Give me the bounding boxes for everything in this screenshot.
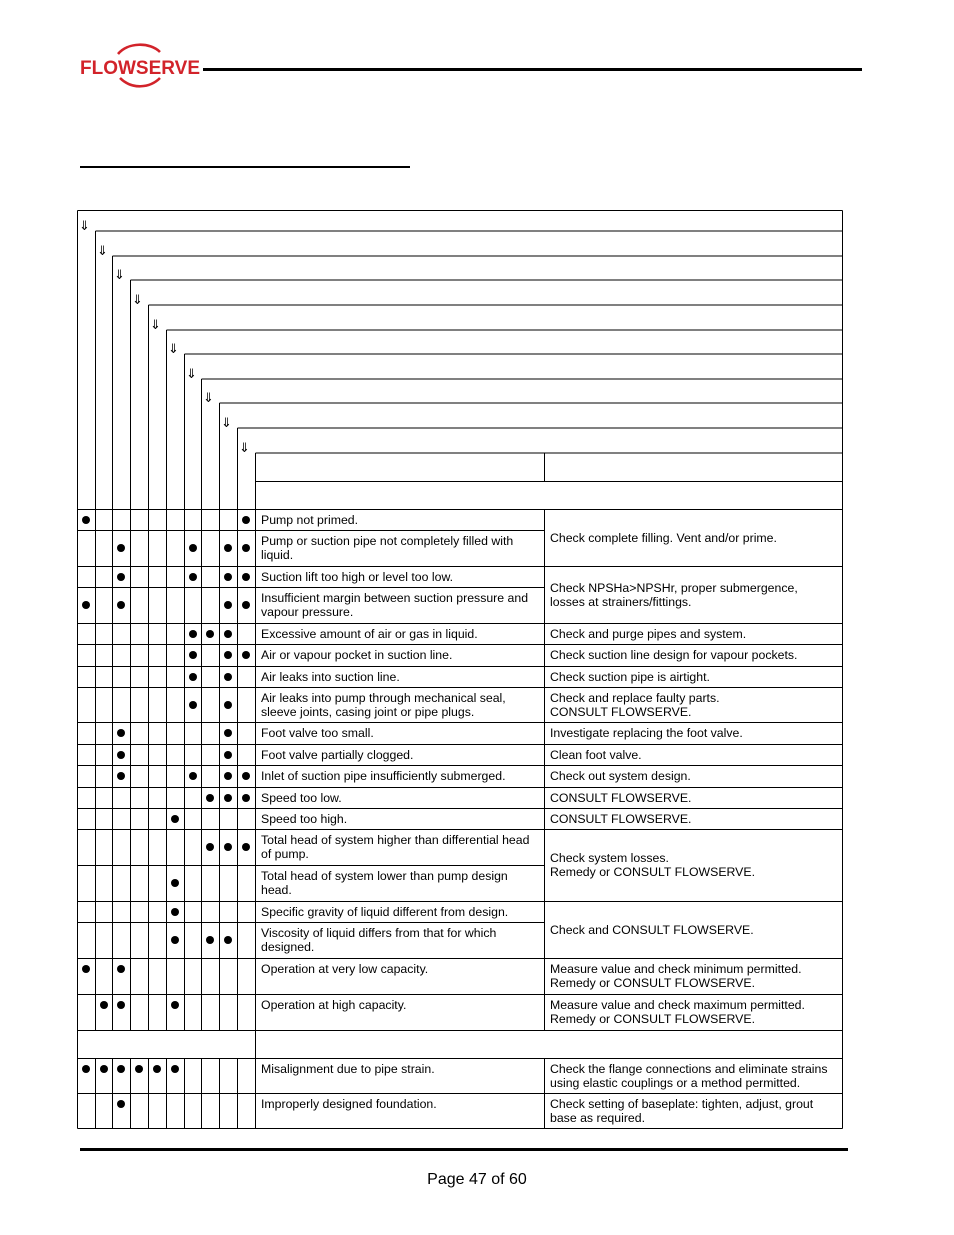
symptom-marker-dot bbox=[224, 701, 232, 709]
remedy-text: Check the flange connections and eliminate strains bbox=[550, 1062, 828, 1076]
problem-text: designed. bbox=[261, 940, 315, 954]
symptom-marker-dot bbox=[242, 601, 250, 609]
symptom-marker-dot bbox=[224, 573, 232, 581]
symptom-marker-dot bbox=[117, 1065, 125, 1073]
symptom-marker-dot bbox=[189, 573, 197, 581]
problem-text: Air leaks into pump through mechanical seal, bbox=[261, 690, 506, 705]
problem-text: Foot valve too small. bbox=[261, 726, 374, 740]
remedy-text: using elastic couplings or a method permitted. bbox=[550, 1076, 801, 1090]
remedy-text: Check complete filling. Vent and/or prime. bbox=[550, 530, 777, 545]
symptom-marker-dot bbox=[117, 1001, 125, 1009]
symptom-marker-dot bbox=[82, 965, 90, 973]
problem-text: head. bbox=[261, 883, 292, 897]
symptom-marker-dot bbox=[171, 908, 179, 916]
symptom-down-arrow-icon: ⇓ bbox=[221, 416, 232, 431]
symptom-marker-dot bbox=[117, 729, 125, 737]
problem-text: Speed too low. bbox=[261, 790, 342, 805]
symptom-down-arrow-icon: ⇓ bbox=[114, 268, 125, 283]
remedy-text: Check setting of baseplate: tighten, adjust, grout bbox=[550, 1097, 814, 1111]
table-grid-lines bbox=[77, 210, 843, 1130]
symptom-marker-dot bbox=[100, 1001, 108, 1009]
problem-text: Excessive amount of air or gas in liquid. bbox=[261, 626, 478, 641]
symptom-marker-dot bbox=[224, 751, 232, 759]
symptom-marker-dot bbox=[224, 651, 232, 659]
symptom-marker-dot bbox=[117, 601, 125, 609]
symptom-marker-dot bbox=[189, 630, 197, 638]
header-rule bbox=[203, 68, 862, 71]
problem-text: Misalignment due to pipe strain. bbox=[261, 1062, 435, 1076]
symptom-marker-dot bbox=[171, 815, 179, 823]
symptom-marker-dot bbox=[135, 1065, 143, 1073]
symptom-down-arrow-icon: ⇓ bbox=[150, 318, 161, 333]
page-number: Page 47 of 60 bbox=[427, 1171, 527, 1188]
symptom-marker-dot bbox=[117, 544, 125, 552]
symptom-marker-dot bbox=[224, 772, 232, 780]
problem-text: Viscosity of liquid differs from that for which bbox=[261, 926, 497, 940]
symptom-down-arrow-icon: ⇓ bbox=[203, 391, 214, 406]
symptom-marker-dot bbox=[82, 601, 90, 609]
remedy-text: CONSULT FLOWSERVE. bbox=[550, 811, 692, 826]
remedy-text: Check out system design. bbox=[550, 769, 691, 783]
symptom-marker-dot bbox=[189, 701, 197, 709]
symptom-marker-dot bbox=[189, 772, 197, 780]
remedy-text: Check NPSHa>NPSHr, proper submergence, bbox=[550, 580, 798, 595]
remedy-text: Check and replace faulty parts. bbox=[550, 690, 720, 705]
remedy-text: Check and purge pipes and system. bbox=[550, 626, 747, 641]
problem-text: Pump not primed. bbox=[261, 512, 359, 527]
symptom-down-arrow-icon: ⇓ bbox=[186, 367, 197, 382]
remedy-text: Measure value and check minimum permitted. bbox=[550, 962, 802, 976]
problem-text: Foot valve partially clogged. bbox=[261, 747, 414, 762]
remedy-text: Remedy or CONSULT FLOWSERVE. bbox=[550, 976, 755, 990]
section-divider-gap bbox=[543, 1031, 546, 1058]
section-divider-row bbox=[78, 1031, 255, 1058]
logo-wordmark: FLOWSERVE bbox=[80, 58, 200, 79]
remedy-text: Remedy or CONSULT FLOWSERVE. bbox=[550, 1012, 755, 1026]
symptom-marker-dot bbox=[117, 772, 125, 780]
problem-text: Operation at very low capacity. bbox=[261, 962, 429, 976]
remedy-text: CONSULT FLOWSERVE. bbox=[550, 704, 692, 719]
symptom-marker-dot bbox=[242, 843, 250, 851]
symptom-marker-dot bbox=[224, 601, 232, 609]
symptom-marker-dot bbox=[117, 751, 125, 759]
symptom-marker-dot bbox=[242, 573, 250, 581]
problem-text: liquid. bbox=[261, 548, 294, 562]
remedy-text: Check suction line design for vapour pockets. bbox=[550, 648, 798, 662]
remedy-text: Check system losses. bbox=[550, 851, 669, 865]
remedy-text: Remedy or CONSULT FLOWSERVE. bbox=[550, 865, 755, 879]
remedy-text: base as required. bbox=[550, 1111, 646, 1125]
symptom-marker-dot bbox=[153, 1065, 161, 1073]
problem-text: Insufficient margin between suction pressure and bbox=[261, 591, 529, 605]
remedy-text: Measure value and check maximum permitted. bbox=[550, 998, 805, 1012]
symptom-marker-dot bbox=[224, 794, 232, 802]
problem-text: Improperly designed foundation. bbox=[261, 1097, 437, 1111]
symptom-marker-dot bbox=[82, 516, 90, 524]
problem-text: Operation at high capacity. bbox=[261, 998, 407, 1012]
fault-diagnosis-table bbox=[77, 210, 843, 1130]
problem-text: vapour pressure. bbox=[261, 605, 354, 619]
remedy-text: Clean foot valve. bbox=[550, 747, 642, 762]
symptom-marker-dot bbox=[224, 843, 232, 851]
symptom-down-arrow-icon: ⇓ bbox=[97, 244, 108, 259]
symptom-marker-dot bbox=[171, 1065, 179, 1073]
symptom-down-arrow-icon: ⇓ bbox=[132, 293, 143, 308]
remedy-text: Check and CONSULT FLOWSERVE. bbox=[550, 922, 754, 937]
symptom-marker-dot bbox=[171, 879, 179, 887]
symptom-marker-dot bbox=[117, 1100, 125, 1108]
problem-text: Speed too high. bbox=[261, 811, 348, 826]
problem-text: Air leaks into suction line. bbox=[261, 669, 400, 684]
problem-text: Air or vapour pocket in suction line. bbox=[261, 648, 453, 662]
symptom-marker-dot bbox=[117, 573, 125, 581]
flowserve-logo bbox=[80, 40, 200, 90]
remedy-text: Investigate replacing the foot valve. bbox=[550, 726, 743, 740]
problem-text: Total head of system higher than differential head bbox=[261, 833, 530, 847]
symptom-down-arrow-icon: ⇓ bbox=[79, 219, 90, 234]
remedy-text: losses at strainers/fittings. bbox=[550, 594, 692, 609]
symptom-marker-dot bbox=[224, 630, 232, 638]
symptom-marker-dot bbox=[224, 729, 232, 737]
remedy-text: Check suction pipe is airtight. bbox=[550, 669, 710, 684]
symptom-marker-dot bbox=[242, 516, 250, 524]
symptom-marker-dot bbox=[206, 630, 214, 638]
symptom-marker-dot bbox=[206, 936, 214, 944]
symptom-marker-dot bbox=[117, 965, 125, 973]
symptom-marker-dot bbox=[171, 1001, 179, 1009]
symptom-marker-dot bbox=[224, 936, 232, 944]
symptom-marker-dot bbox=[171, 936, 179, 944]
problem-text: sleeve joints, casing joint or pipe plugs. bbox=[261, 704, 475, 719]
problem-text: Total head of system lower than pump design bbox=[261, 869, 508, 883]
symptom-down-arrow-icon: ⇓ bbox=[239, 441, 250, 456]
symptom-marker-dot bbox=[82, 1065, 90, 1073]
symptom-marker-dot bbox=[189, 673, 197, 681]
symptom-marker-dot bbox=[242, 651, 250, 659]
problem-text: Suction lift too high or level too low. bbox=[261, 569, 454, 584]
problem-text: Inlet of suction pipe insufficiently submerged. bbox=[261, 769, 506, 783]
problem-text: of pump. bbox=[261, 847, 309, 861]
symptom-down-arrow-icon: ⇓ bbox=[168, 342, 179, 357]
symptom-marker-dot bbox=[224, 673, 232, 681]
symptom-marker-dot bbox=[242, 772, 250, 780]
symptom-marker-dot bbox=[242, 794, 250, 802]
problem-text: Specific gravity of liquid different from design. bbox=[261, 904, 509, 919]
problem-text: Pump or suction pipe not completely filled with bbox=[261, 534, 514, 548]
symptom-marker-dot bbox=[206, 794, 214, 802]
symptom-marker-dot bbox=[100, 1065, 108, 1073]
footer-rule bbox=[80, 1148, 848, 1151]
symptom-marker-dot bbox=[206, 843, 214, 851]
symptom-marker-dot bbox=[189, 544, 197, 552]
remedy-text: CONSULT FLOWSERVE. bbox=[550, 790, 692, 805]
symptom-marker-dot bbox=[224, 544, 232, 552]
symptom-marker-dot bbox=[242, 544, 250, 552]
symptom-marker-dot bbox=[189, 651, 197, 659]
section-title-rule bbox=[80, 166, 410, 168]
